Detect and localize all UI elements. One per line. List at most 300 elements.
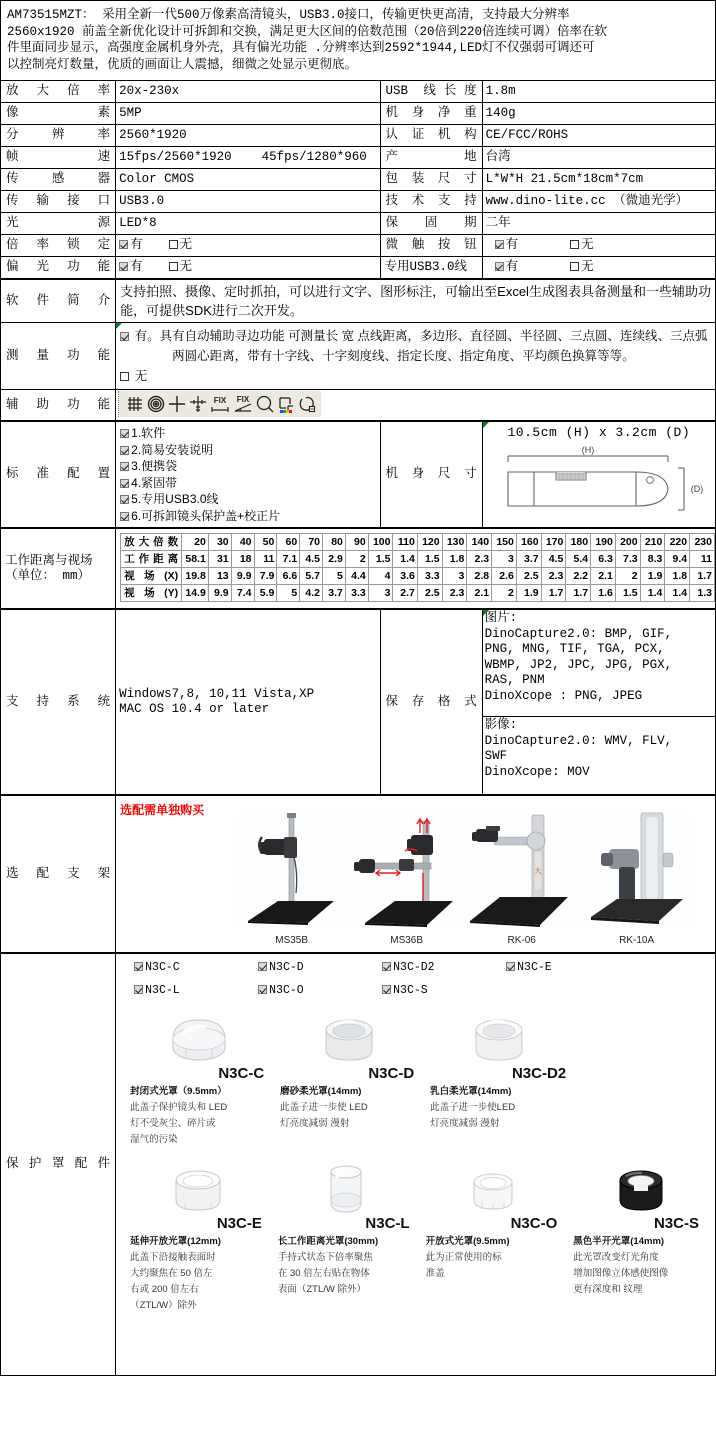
cover-checkbox-label: N3C-D (269, 961, 304, 974)
cover-desc-line: 封闭式光罩（9.5mm） (130, 1086, 227, 1097)
wd-cell: 1.8 (665, 568, 690, 585)
wd-cell: 2.2 (566, 568, 591, 585)
cover-image-wrap (274, 1004, 424, 1066)
config-dimension-table (0, 421, 716, 528)
wd-cell: 1.3 (690, 585, 715, 602)
wd-cell: 8.3 (640, 551, 665, 568)
spec-value-light-source: LED*8 (116, 213, 380, 235)
cover-ring-black-icon (606, 1164, 676, 1216)
spec-label-frame-rate: 帧速 (1, 147, 116, 169)
cover-checkbox-n3c-c[interactable] (134, 960, 258, 975)
bracket-caption: MS36B (390, 934, 424, 946)
fix-length-icon[interactable] (209, 394, 231, 414)
spec-value-interface: USB3.0 (116, 191, 380, 213)
software-label: 软件简介 (1, 280, 116, 323)
measure-line-2: 两圆心距离，带有十字线、十字刻度线、指定长度、指定角度、平均颜色换算等等。 (172, 349, 635, 363)
measure-yes-line (120, 326, 711, 346)
bracket-caption: RK-06 (507, 934, 536, 946)
wd-cell: 2.5 (417, 585, 442, 602)
brackets-content (116, 796, 716, 953)
wd-row-fov-x (121, 568, 715, 585)
wd-cell: 3 (368, 585, 393, 602)
cover-checkbox-n3c-d[interactable] (258, 960, 382, 975)
wd-cell: 3.6 (393, 568, 417, 585)
wd-cell: 4.4 (345, 568, 368, 585)
cover-checkbox-n3c-d2[interactable] (382, 960, 506, 975)
bracket-caption: MS35B (275, 934, 309, 946)
software-measure-table (0, 279, 716, 421)
wd-cell: 5 (277, 585, 300, 602)
body-size-label: 机身尺寸 (380, 422, 482, 528)
cover-description (567, 1231, 715, 1298)
wd-cell: 7.3 (615, 551, 640, 568)
cover-description (124, 1231, 272, 1314)
checkbox-checked-icon[interactable] (506, 962, 515, 971)
crosshair-move-icon[interactable] (188, 394, 208, 414)
no-label: 无 (179, 260, 193, 274)
standard-config-list (116, 422, 380, 528)
cover-description (420, 1231, 568, 1282)
spec-value-origin: 台湾 (482, 147, 715, 169)
image-format-line: WBMP, JP2, JPC, JPG, PGX, (484, 657, 673, 672)
spec-value-sensor: Color CMOS (116, 169, 380, 191)
wd-cell: 1.9 (640, 568, 665, 585)
grid-icon[interactable] (125, 394, 145, 414)
ms35b-stand-image (234, 811, 349, 931)
spec-label-tech-support: 技术支持 (380, 191, 482, 213)
measure-description (116, 323, 716, 390)
cover-checkbox-label: N3C-D2 (393, 961, 435, 974)
checkbox-checked-icon[interactable] (120, 495, 129, 504)
aux-label: 辅助功能 (1, 390, 116, 421)
wd-row-magnification (121, 534, 715, 551)
video-format-line: DinoXcope: MOV (484, 764, 590, 779)
spec-label-dedicated-usb3-cable: 专用USB3.0线 (380, 257, 482, 279)
cover-desc-line: 开放式光罩(9.5mm) (425, 1236, 510, 1247)
wd-cell: 1.4 (665, 585, 690, 602)
checkbox-checked-icon[interactable] (120, 446, 129, 455)
no-label: 无 (179, 238, 193, 252)
wd-cell: 30 (208, 534, 231, 551)
wd-cell: 13 (208, 568, 231, 585)
video-format-line: SWF (484, 749, 508, 763)
cover-open-clear-icon (458, 1164, 528, 1216)
crosshair-icon[interactable] (167, 394, 187, 414)
checkbox-checked-icon[interactable] (134, 985, 143, 994)
checkbox-checked-icon[interactable] (120, 512, 129, 521)
checkbox-empty-icon[interactable] (169, 262, 178, 271)
cover-desc-line: 大约聚焦在 50 倍左 (130, 1268, 213, 1279)
spec-value-certification: CE/FCC/ROHS (482, 125, 715, 147)
cover-cell-n3c-d2 (424, 1004, 574, 1148)
wd-cell: 20 (182, 534, 209, 551)
image-format-line: DinoXcope : PNG, JPEG (484, 688, 643, 703)
wd-cell: 1.8 (442, 551, 467, 568)
config-item (120, 475, 375, 492)
image-format-line: DinoCapture2.0: BMP, GIF, (484, 626, 673, 641)
spec-row (1, 191, 716, 213)
checkbox-checked-icon[interactable] (382, 985, 391, 994)
cover-checkbox-n3c-s[interactable] (382, 983, 506, 998)
cover-desc-line: 表面（ZTL/W 除外） (277, 1284, 366, 1295)
ms36b-stand-image (349, 811, 464, 931)
svg-text:FIX: FIX (236, 395, 250, 404)
rk06-stand-image (464, 811, 579, 931)
body-size-diagram-cell (482, 422, 715, 528)
wd-cell: 3 (442, 568, 467, 585)
config-item-label: 3.便携袋 (131, 459, 178, 473)
brackets-row (1, 796, 716, 953)
yes-label: 有 (505, 260, 519, 274)
wd-cell: 60 (277, 534, 300, 551)
checkbox-checked-icon[interactable] (495, 262, 504, 271)
spec-label-origin: 产地 (380, 147, 482, 169)
bracket-item-rk06 (464, 811, 579, 948)
wd-cell: 80 (323, 534, 346, 551)
checkbox-checked-icon[interactable] (258, 962, 267, 971)
brackets-label: 选配支架 (1, 796, 116, 953)
wd-cell: 3.7 (516, 551, 541, 568)
cover-description (272, 1231, 420, 1298)
spec-table (0, 80, 716, 279)
wd-cell: 1.7 (541, 585, 566, 602)
cover-cell-n3c-c (124, 1004, 274, 1148)
polarizer-no[interactable] (169, 260, 193, 275)
bracket-item-rk10a (579, 811, 694, 948)
wd-cell: 9.4 (665, 551, 690, 568)
wd-cell: 120 (417, 534, 442, 551)
cover-desc-line: （ZTL/W）除外 (130, 1300, 197, 1311)
wd-cell: 1.7 (690, 568, 715, 585)
image-format-title: 图片: (484, 611, 518, 625)
working-distance-label-line1: 工作距离与视场 (5, 553, 93, 568)
intro-line-2: 2560x1920 前盖全新优化设计可拆卸和交换，满足更大区间的倍数范围（20倍到220倍连续可调）倍率在软 (7, 24, 608, 39)
cover-desc-line: 此为正常使用的标 (425, 1252, 502, 1263)
no-label: 无 (581, 260, 594, 274)
bracket-item-ms35b (234, 811, 349, 948)
magnification-lock-no[interactable] (169, 238, 193, 253)
config-item (120, 491, 375, 508)
brackets-table (0, 795, 716, 953)
spec-value-tech-support: www.dino-lite.cc （微迪光学） (482, 191, 715, 213)
checkbox-checked-icon[interactable] (119, 240, 128, 249)
config-item-label: 6.可拆卸镜头保护盖+校正片 (131, 508, 281, 523)
cover-desc-line: 黑色半开光罩(14mm) (573, 1236, 665, 1247)
cover-desc-line: 增加图像立体感使图像 (573, 1268, 669, 1279)
touch-button-yes[interactable] (495, 238, 519, 253)
cover-desc-line: 在 30 倍左右贴在物体 (277, 1268, 370, 1279)
wd-cell: 180 (566, 534, 591, 551)
wd-row-header: 放大倍数 (121, 534, 182, 551)
cover-desc-line: 此盖子保护镜头和 LED (130, 1102, 228, 1113)
spec-value-touch-button (482, 235, 715, 257)
circle-measure-icon[interactable] (255, 394, 275, 414)
spec-row (1, 125, 716, 147)
cover-desc-line: 灯亮度减弱 漫射 (430, 1118, 500, 1129)
save-format-label: 保存格式 (380, 610, 482, 795)
spec-value-resolution: 2560*1920 (116, 125, 380, 147)
cover-name: N3C-S (653, 1215, 699, 1232)
checkbox-checked-icon[interactable] (382, 962, 391, 971)
wd-cell: 170 (541, 534, 566, 551)
touch-button-no[interactable] (570, 238, 594, 253)
cover-image-wrap (124, 1004, 274, 1066)
checkbox-empty-icon[interactable] (120, 372, 129, 381)
wd-cell: 2.3 (541, 568, 566, 585)
cover-desc-line: 灯亮度减弱 漫射 (280, 1118, 350, 1129)
intro-paragraph (0, 0, 716, 80)
cover-desc-line: 右或 200 倍左右 (130, 1284, 199, 1295)
measure-no-line (120, 366, 711, 386)
rk10a-stand-image (579, 811, 694, 931)
wd-cell: 1.4 (393, 551, 417, 568)
checkbox-checked-icon[interactable] (120, 429, 129, 438)
wd-cell: 6.6 (277, 568, 300, 585)
config-item-label: 5.专用USB3.0线 (131, 492, 219, 506)
spec-row (1, 81, 716, 103)
spec-label-net-weight: 机身净重 (380, 103, 482, 125)
cover-desc-line: 湿气的污染 (130, 1134, 178, 1145)
wd-cell: 5 (323, 568, 346, 585)
cover-desc-line: 此盖下沿接触表面时 (130, 1252, 216, 1263)
aux-toolbar-cell (116, 390, 716, 421)
checkbox-checked-icon[interactable] (119, 262, 128, 271)
cover-cup-frost-icon (314, 1008, 384, 1066)
covers-table (0, 953, 716, 1376)
wd-cell: 90 (345, 534, 368, 551)
usb3-cable-no[interactable] (570, 260, 594, 275)
wd-cell: 2.9 (323, 551, 346, 568)
wd-cell: 1.6 (591, 585, 616, 602)
cover-desc-line: 磨砂柔光罩(14mm) (280, 1086, 362, 1097)
brackets-image-row (116, 801, 715, 948)
standard-config-row (1, 422, 716, 528)
checkbox-empty-icon[interactable] (169, 240, 178, 249)
wd-cell: 5.7 (300, 568, 323, 585)
target-icon[interactable] (146, 394, 166, 414)
spec-value-net-weight: 140g (482, 103, 715, 125)
checkbox-checked-icon[interactable] (120, 479, 129, 488)
config-item (120, 508, 375, 525)
brackets-wrap (116, 801, 715, 948)
wd-cell: 200 (615, 534, 640, 551)
wd-cell: 6.3 (591, 551, 616, 568)
covers-label: 保护罩配件 (1, 954, 116, 1376)
measure-no-label: 无 (134, 369, 148, 383)
cover-cell-n3c-l (272, 1154, 420, 1314)
wd-cell: 3.3 (417, 568, 442, 585)
spec-label-pixels: 像素 (1, 103, 116, 125)
covers-row (1, 954, 716, 1376)
covers-grid-row-2 (116, 1148, 715, 1314)
config-item-label: 1.软件 (131, 426, 166, 440)
wd-cell: 2.7 (393, 585, 417, 602)
software-row (1, 280, 716, 323)
cover-cup-milky-icon (464, 1008, 534, 1066)
wd-cell: 9.9 (208, 585, 231, 602)
spec-row (1, 257, 716, 279)
cover-description (124, 1081, 274, 1148)
rectangle-color-icon[interactable] (276, 394, 296, 414)
body-size-title: 10.5cm (H) x 3.2cm (D) (507, 425, 691, 440)
image-format-block (483, 610, 715, 716)
spec-label-warranty: 保固期 (380, 213, 482, 235)
wd-cell: 9.9 (231, 568, 254, 585)
device-outline-drawing (486, 442, 711, 520)
wd-cell: 2.6 (492, 568, 517, 585)
wd-cell: 2.8 (467, 568, 492, 585)
cover-checkbox-label: N3C-O (269, 984, 304, 997)
working-distance-row (1, 529, 716, 609)
intro-line-1: AM73515MZT： 采用全新一代500万像素高清镜头，USB3.0接口，传输更快更高清，支持最大分辨率 (7, 8, 570, 22)
aux-toolbar[interactable] (118, 391, 321, 417)
spec-label-sensor: 传感器 (1, 169, 116, 191)
wd-cell: 1.4 (640, 585, 665, 602)
os-support-line-2: MAC OS 10.4 or later (119, 702, 270, 716)
freeform-icon[interactable] (297, 394, 317, 414)
cover-checkbox-label: N3C-L (145, 984, 180, 997)
wd-cell: 3 (492, 551, 517, 568)
svg-text:(D): (D) (691, 484, 704, 494)
spec-row (1, 213, 716, 235)
svg-text:大: 大 (534, 867, 542, 875)
spec-label-polarizer: 偏光功能 (1, 257, 116, 279)
wd-cell: 100 (368, 534, 393, 551)
working-distance-table-wrapper (0, 528, 716, 609)
wd-cell: 2.1 (467, 585, 492, 602)
wd-cell: 11 (254, 551, 277, 568)
spec-label-interface: 传输接口 (1, 191, 116, 213)
wd-row-header: 视场(X) (121, 568, 182, 585)
cover-desc-line: 灯不受灰尘、碎片或 (130, 1118, 216, 1129)
working-distance-data-cell (116, 529, 716, 609)
yes-label: 有 (130, 260, 143, 274)
os-format-table (0, 609, 716, 795)
wd-cell: 190 (591, 534, 616, 551)
spec-value-package-size: L*W*H 21.5cm*18cm*7cm (482, 169, 715, 191)
cover-checkbox-n3c-o[interactable] (258, 983, 382, 998)
wd-cell: 140 (467, 534, 492, 551)
wd-cell: 70 (300, 534, 323, 551)
cover-description (424, 1081, 574, 1132)
wd-cell: 58.1 (182, 551, 209, 568)
wd-cell: 4.2 (300, 585, 323, 602)
wd-cell: 160 (516, 534, 541, 551)
cover-checkbox-n3c-l[interactable] (134, 983, 258, 998)
config-item-label: 2.简易安装说明 (131, 442, 214, 457)
checkbox-checked-icon[interactable] (134, 962, 143, 971)
cover-cell-n3c-d (274, 1004, 424, 1148)
intro-line-4: 以控制亮灯数量，优质的画面让人震撼，细微之处显示更彻底。 (7, 57, 358, 72)
wd-cell: 31 (208, 551, 231, 568)
config-item (120, 425, 375, 442)
spec-label-usb-cable-length: USB 线长度 (380, 81, 482, 103)
cover-desc-line: 手持式状态下倍率聚焦 (277, 1252, 373, 1263)
svg-text:FIX: FIX (213, 396, 227, 405)
checkbox-checked-icon[interactable] (120, 462, 129, 471)
measure-line-2-wrap (120, 346, 711, 366)
spec-row (1, 103, 716, 125)
wd-cell: 7.4 (231, 585, 254, 602)
covers-grid-row-1 (116, 998, 715, 1148)
polarizer-yes[interactable] (119, 260, 143, 275)
spec-label-touch-button: 微触按钮 (380, 235, 482, 257)
cover-image-wrap (124, 1154, 272, 1216)
wd-cell: 210 (640, 534, 665, 551)
checkbox-checked-icon[interactable] (120, 332, 129, 341)
cover-image-wrap (272, 1154, 420, 1216)
wd-cell: 5.4 (566, 551, 591, 568)
os-support-label: 支持系统 (1, 610, 116, 795)
spec-value-usb-cable-length: 1.8m (482, 81, 715, 103)
wd-cell: 110 (393, 534, 417, 551)
magnification-lock-yes[interactable] (119, 238, 143, 253)
wd-cell: 40 (231, 534, 254, 551)
wd-cell: 5.9 (254, 585, 277, 602)
cover-name: N3C-E (216, 1215, 262, 1232)
working-distance-data-table (120, 533, 715, 602)
svg-text:(H): (H) (582, 445, 595, 455)
usb3-cable-yes[interactable] (495, 260, 519, 275)
cover-checkbox-n3c-e[interactable] (506, 960, 630, 975)
os-support-line-1: Windows7,8, 10,11 Vista,XP (119, 687, 315, 701)
wd-cell: 130 (442, 534, 467, 551)
spec-label-magnification-lock: 倍率锁定 (1, 235, 116, 257)
yes-label: 有 (130, 238, 143, 252)
wd-cell: 7.1 (277, 551, 300, 568)
wd-cell: 1.9 (516, 585, 541, 602)
wd-cell: 150 (492, 534, 517, 551)
wd-cell: 7.9 (254, 568, 277, 585)
cover-cell-n3c-o (420, 1154, 568, 1314)
fix-angle-icon[interactable] (232, 394, 254, 414)
spec-value-frame-rate: 15fps/2560*1920 45fps/1280*960 (116, 147, 380, 169)
working-distance-label-line2: （单位： mm） (5, 568, 91, 583)
spec-label-light-source: 光源 (1, 213, 116, 235)
measure-line-1: 有。具有自动辅助寻边功能 可测量长 宽 点线距离，多边形、直径圆、半径圆、三点圆、连续线、三点弧 (134, 329, 708, 343)
cover-checkbox-label: N3C-S (393, 984, 428, 997)
spec-value-pixels: 5MP (116, 103, 380, 125)
bracket-caption: RK-10A (619, 934, 655, 946)
spec-row (1, 235, 716, 257)
spec-label-certification: 认证机构 (380, 125, 482, 147)
wd-cell: 1.5 (368, 551, 393, 568)
wd-cell: 3.3 (345, 585, 368, 602)
config-item (120, 458, 375, 475)
cover-desc-line: 更有深度和 纹理 (573, 1284, 643, 1295)
working-distance-label (1, 529, 116, 609)
spec-value-magnification: 20x-230x (116, 81, 380, 103)
wd-row-fov-y (121, 585, 715, 602)
cover-image-wrap (567, 1154, 715, 1216)
wd-cell: 3.7 (323, 585, 346, 602)
aux-row (1, 390, 716, 421)
spec-row (1, 147, 716, 169)
wd-cell: 11 (690, 551, 715, 568)
checkbox-empty-icon[interactable] (570, 262, 579, 271)
spec-row (1, 169, 716, 191)
wd-cell: 4 (368, 568, 393, 585)
checkbox-checked-icon[interactable] (495, 240, 504, 249)
checkbox-checked-icon[interactable] (258, 985, 267, 994)
wd-cell: 2.3 (467, 551, 492, 568)
standard-config-label: 标准配置 (1, 422, 116, 528)
wd-cell: 230 (690, 534, 715, 551)
wd-cell: 50 (254, 534, 277, 551)
checkbox-empty-icon[interactable] (570, 240, 579, 249)
spec-value-magnification-lock (116, 235, 380, 257)
wd-cell: 2 (492, 585, 517, 602)
